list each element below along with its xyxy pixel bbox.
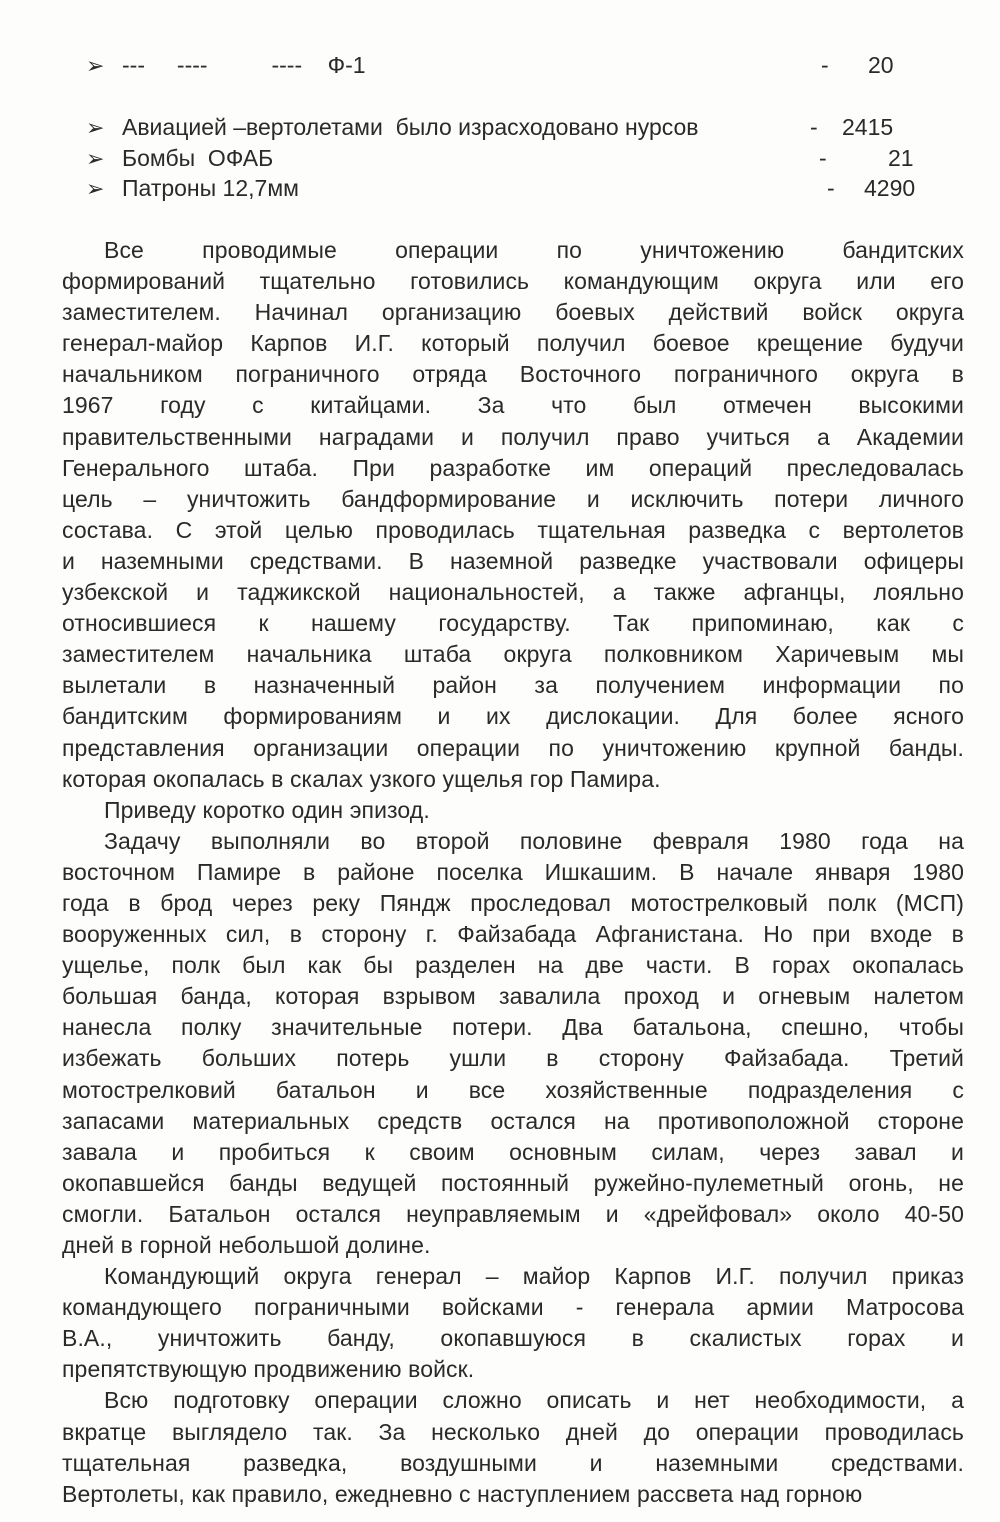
paragraph — [62, 1385, 964, 1509]
text-line: представления организации операции по уничтожению крупной банды. — [62, 734, 964, 761]
text-line: начальником пограничного отряда Восточного пограничного округа в — [62, 361, 964, 388]
bullet-item — [86, 175, 946, 206]
bullet-dash: - — [821, 52, 829, 78]
text-line: большая банда, которая взрывом завалила проход и огневым налетом — [62, 983, 964, 1010]
paragraph — [62, 826, 964, 1261]
text-line: Все проводимые операции по уничтожению бандитских — [104, 237, 964, 263]
arrow-bullet-icon: ➢ — [86, 176, 105, 201]
bullet-value: 21 — [888, 144, 914, 171]
text-line: Генерального штаба. При разработке им операций преследовалась — [62, 454, 964, 481]
paragraph — [62, 795, 964, 826]
bullet-dash: - — [819, 144, 827, 171]
text-line: и наземными средствами. В наземной разведке участвовали офицеры — [62, 547, 964, 574]
text-line: генерал-майор Карпов И.Г. который получил боевое крещение будучи — [62, 330, 964, 357]
paragraph — [62, 1261, 964, 1385]
text-line: года в брод через реку Пяндж проследовал мотострелковый полк (МСП) — [62, 889, 964, 916]
text-line: тщательная разведка, воздушными и наземными средствами. — [62, 1449, 964, 1476]
bullet-list-top — [86, 52, 946, 83]
text-line: вооруженных сил, в сторону г. Файзабада Афганистана. Но при входе в — [62, 921, 964, 948]
text-line: правительственными наградами и получил право учиться а Академии — [62, 423, 964, 450]
text-line: заместителем. Начинал организацию боевых действий войск округа — [62, 299, 964, 326]
text-line: вылетали в назначенный район за получением информации по — [62, 672, 964, 699]
arrow-bullet-icon: ➢ — [86, 145, 105, 171]
bullet-list — [86, 114, 946, 206]
bullet-text: Бомбы ОФАБ — [122, 144, 274, 171]
text-line: нанесла полку значительные потери. Два батальона, спешно, чтобы — [62, 1014, 964, 1041]
text-line: 1967 году с китайцами. За что был отмечен высокими — [62, 392, 964, 419]
text-line: избежать больших потерь ушли в сторону Файзабада. Третий — [62, 1045, 964, 1072]
text-line: завала и пробиться к своим основным силам, через завал и — [62, 1138, 964, 1165]
text-line: мотострелковий батальон и все хозяйственные подразделения с — [62, 1076, 964, 1103]
text-line: Задачу выполняли во второй половине февраля 1980 года на — [104, 827, 964, 854]
bullet-text: Патроны 12,7мм — [122, 175, 299, 201]
text-line: Командующий округа генерал – майор Карпов И.Г. получил приказ — [104, 1263, 964, 1290]
text-line: заместителем начальника штаба округа полковником Харичевым мы — [62, 641, 964, 668]
text-line: узбекской и таджикской национальностей, а также афганцы, лояльно — [62, 579, 964, 606]
text-line: запасами материальных средств остался на противоположной стороне — [62, 1107, 964, 1134]
bullet-dash: - — [827, 175, 835, 201]
bullet-text: Авиацией –вертолетами было израсходовано нурсов — [122, 114, 699, 140]
text-line: препятствующую продвижению войск. — [62, 1356, 475, 1383]
text-line: Всю подготовку операции сложно описать и нет необходимости, а — [104, 1387, 964, 1414]
text-line: окопавшейся банды ведущей постоянный ружейно-пулеметный огонь, не — [62, 1169, 964, 1196]
bullet-value: 4290 — [864, 175, 916, 201]
text-line: восточном Памире в районе поселка Ишкашим. В начале января 1980 — [62, 858, 964, 885]
bullet-item — [86, 145, 946, 176]
text-line: Вертолеты, как правило, ежедневно с наступлением рассвета над горною — [62, 1480, 863, 1507]
paragraph — [62, 235, 964, 795]
text-line: цель – уничтожить бандформирование и исключить потери личного — [62, 485, 964, 512]
text-line: В.А., уничтожить банду, окопавшуюся в скалистых горах и — [62, 1325, 964, 1352]
text-line: формирований тщательно готовились командующим округа или его — [62, 268, 964, 295]
bullet-dash: - — [810, 114, 818, 140]
arrow-bullet-icon: ➢ — [86, 53, 105, 78]
body-text — [62, 235, 964, 1510]
text-line: ущелье, полк был как бы разделен на две части. В горах окопалась — [62, 952, 964, 979]
text-line: относившиеся к нашему государству. Так припоминаю, как с — [62, 610, 964, 637]
text-line: командующего пограничными войсками - генерала армии Матросова — [62, 1294, 964, 1321]
text-line: дней в горной небольшой долине. — [62, 1232, 431, 1258]
bullet-text: --- ---- ---- Ф-1 — [122, 52, 366, 78]
text-line: которая окопалась в скалах узкого ущелья гор Памира. — [62, 765, 661, 792]
bullet-item — [86, 52, 946, 83]
arrow-bullet-icon: ➢ — [86, 115, 105, 140]
bullet-value: 2415 — [842, 114, 894, 140]
bullet-item — [86, 114, 946, 145]
text-line: вкратце выглядело так. За несколько дней до операции проводилась — [62, 1418, 964, 1445]
text-line: Приведу коротко один эпизод. — [104, 796, 430, 823]
text-line: смогли. Батальон остался неуправляемым и «дрейфовал» около 40-50 — [62, 1200, 964, 1227]
text-line: состава. С этой целью проводилась тщательная разведка с вертолетов — [62, 516, 964, 543]
text-line: бандитским формированиям и их дислокации. Для более ясного — [62, 703, 964, 730]
bullet-value: 20 — [868, 52, 894, 78]
